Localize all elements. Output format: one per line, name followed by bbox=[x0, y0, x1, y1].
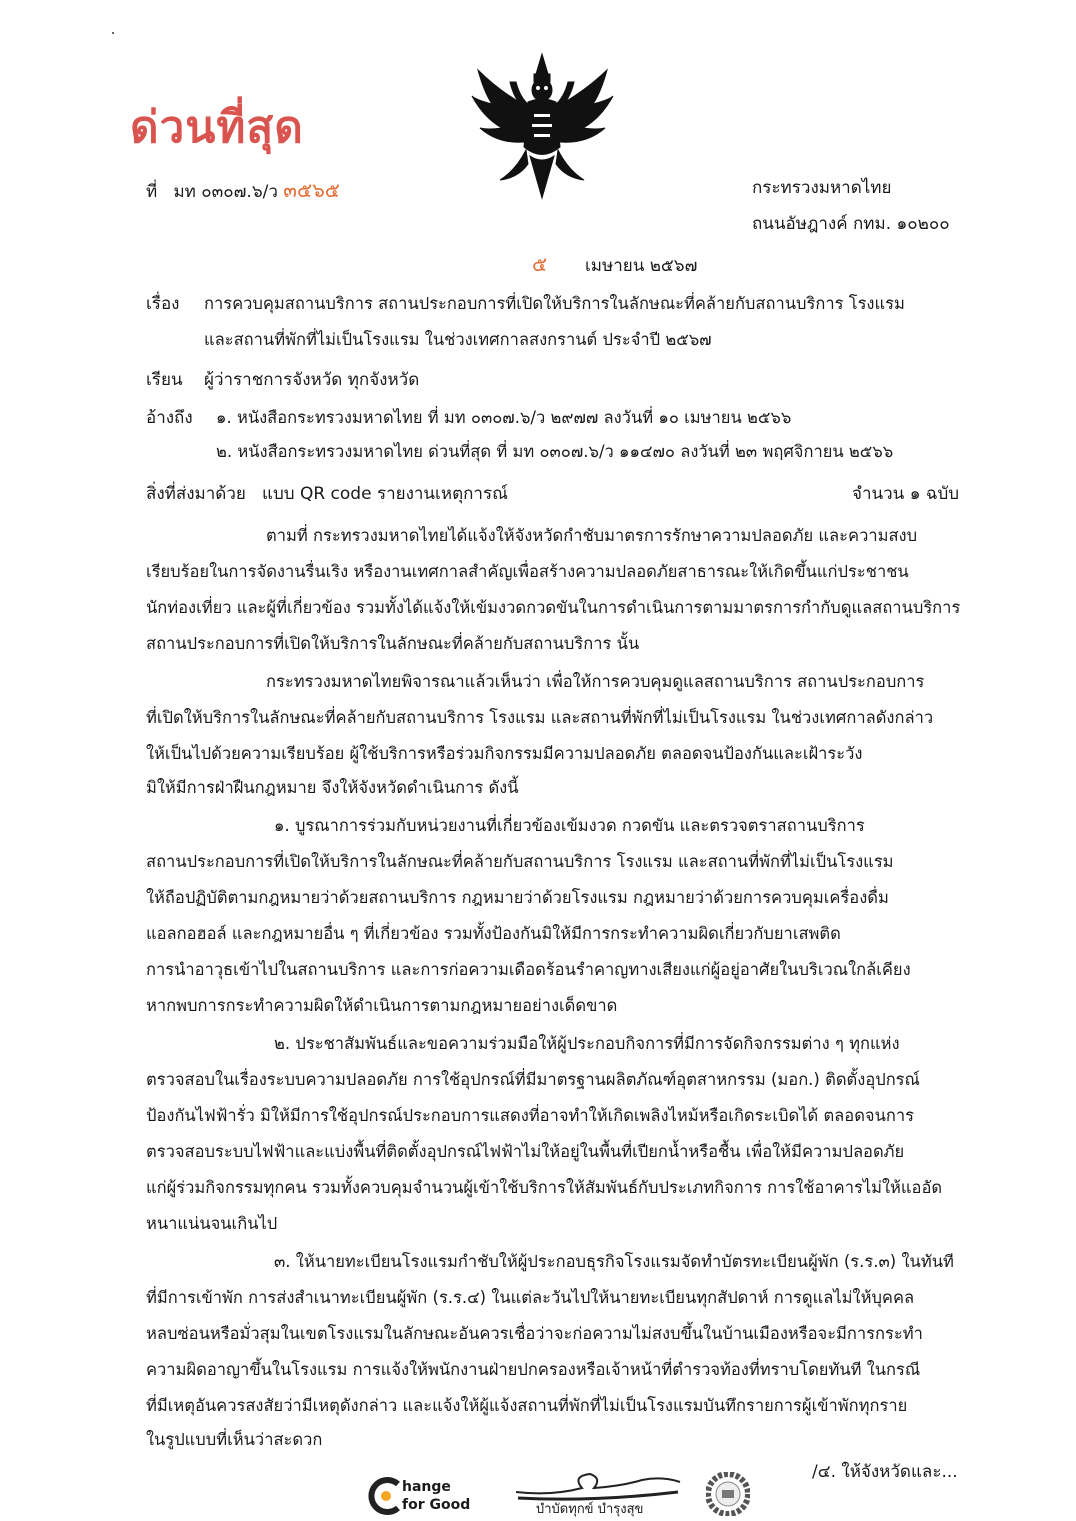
subject-line: และสถานที่พักที่ไม่เป็นโรงแรม ในช่วงเทศกาลสงกรานต์ ประจำปี ๒๕๖๗ bbox=[204, 330, 712, 349]
doc-no-row bbox=[146, 180, 340, 201]
signature-swoosh-icon bbox=[512, 1466, 684, 1502]
ministry-seal-icon bbox=[706, 1472, 750, 1516]
date-month-year: เมษายน ๒๕๖๗ bbox=[584, 256, 698, 276]
logo-text-hange: hange bbox=[402, 1479, 451, 1495]
logo-text-for-good: for Good bbox=[402, 1497, 471, 1513]
recipient-text: ผู้ว่าราชการจังหวัด ทุกจังหวัด bbox=[204, 370, 420, 390]
doc-no: มท ๐๓๐๗.๖/ว bbox=[173, 182, 278, 202]
motto-text: บำบัดทุกข์ บำรุงสุข bbox=[536, 1502, 644, 1517]
speck bbox=[112, 32, 114, 34]
paragraph-line: แอลกอฮอล์ และกฎหมายอื่น ๆ ที่เกี่ยวข้อง รวมทั้งป้องกันมิให้มีการกระทำความผิดเกี่ยวกับยาเสพติด bbox=[146, 924, 841, 943]
paragraph-line: ป้องกันไฟฟ้ารั่ว มิให้มีการใช้อุปกรณ์ประกอบการแสดงที่อาจทำให้เกิดเพลิงไหม้หรือเกิดระเบิดได้ ตลอดจนการ bbox=[146, 1106, 914, 1125]
paragraph-line: ที่มีการเข้าพัก การส่งสำเนาทะเบียนผู้พัก (ร.ร.๔) ในแต่ละวันไปให้นายทะเบียนทุกสัปดาห์ การดูแลไม่ให้บุคคล bbox=[146, 1288, 915, 1307]
paragraph-line: การนำอาวุธเข้าไปในสถานบริการ และการก่อความเดือดร้อนรำคาญทางเสียงแก่ผู้อยู่อาศัยในบริเวณใกล้เคียง bbox=[146, 960, 911, 979]
reference-item: ๒. หนังสือกระทรวงมหาดไทย ด่วนที่สุด ที่ มท ๐๓๐๗.๖/ว ๑๑๔๗๐ ลงวันที่ ๒๓ พฤศจิกายน ๒๕๖๖ bbox=[216, 442, 894, 461]
date-day-handwritten: ๕ bbox=[532, 252, 548, 276]
paragraph-line: ให้ถือปฏิบัติตามกฎหมายว่าด้วยสถานบริการ กฎหมายว่าด้วยโรงแรม กฎหมายว่าด้วยการควบคุมเครื่องดื่ม bbox=[146, 888, 889, 907]
reference-item: ๑. หนังสือกระทรวงมหาดไทย ที่ มท ๐๓๐๗.๖/ว ๒๙๗๗ ลงวันที่ ๑๐ เมษายน ๒๕๖๖ bbox=[216, 408, 792, 427]
continuation-text: /๔. ให้จังหวัดและ... bbox=[812, 1462, 958, 1482]
enclosure-label: สิ่งที่ส่งมาด้วย bbox=[146, 484, 246, 504]
urgent-stamp: ด่วนที่สุด bbox=[130, 102, 304, 153]
enclosure-count: จำนวน ๑ ฉบับ bbox=[852, 484, 960, 504]
paragraph-line: ตรวจสอบระบบไฟฟ้าและแบ่งพื้นที่ติดตั้งอุปกรณ์ไฟฟ้าไม่ให้อยู่ในพื้นที่เปียกน้ำหรือชื้น เพื่อให้มีความปลอดภัย bbox=[146, 1142, 905, 1161]
paragraph-line: ๓. ให้นายทะเบียนโรงแรมกำชับให้ผู้ประกอบธุรกิจโรงแรมจัดทำบัตรทะเบียนผู้พัก (ร.ร.๓) ในทันที bbox=[274, 1252, 954, 1271]
paragraph-line: หากพบการกระทำความผิดให้ดำเนินการตามกฎหมายอย่างเด็ดขาด bbox=[146, 996, 618, 1015]
paragraph-line: ให้เป็นไปด้วยความเรียบร้อย ผู้ใช้บริการหรือร่วมกิจกรรมมีความปลอดภัย ตลอดจนป้องกันและเฝ้าระวัง bbox=[146, 744, 863, 763]
paragraph-line: มิให้มีการฝ่าฝืนกฎหมาย จึงให้จังหวัดดำเนินการ ดังนี้ bbox=[146, 778, 519, 797]
paragraph-line: สถานประกอบการที่เปิดให้บริการในลักษณะที่คล้ายกับสถานบริการ โรงแรม และสถานที่พักที่ไม่เป็นโรงแรม bbox=[146, 852, 894, 871]
paragraph-line: หลบซ่อนหรือมั่วสุมในเขตโรงแรมในลักษณะอันควรเชื่อว่าจะก่อความไม่สงบขึ้นในบ้านเมืองหรือจะมีการกระทำ bbox=[146, 1324, 923, 1343]
paragraph-line: สถานประกอบการที่เปิดให้บริการในลักษณะที่คล้ายกับสถานบริการ นั้น bbox=[146, 634, 640, 653]
references-label: อ้างถึง bbox=[146, 408, 193, 428]
paragraph-line: กระทรวงมหาดไทยพิจารณาแล้วเห็นว่า เพื่อให้การควบคุมดูแลสถานบริการ สถานประกอบการ bbox=[266, 672, 925, 691]
subject-label: เรื่อง bbox=[146, 294, 180, 314]
garuda-emblem-icon bbox=[470, 52, 615, 202]
paragraph-line: นักท่องเที่ยว และผู้ที่เกี่ยวข้อง รวมทั้งได้แจ้งให้เข้มงวดกวดขันในการดำเนินการตามมาตรการกำกับดูแลสถานบริการ bbox=[146, 598, 961, 617]
paragraph-line: เรียบร้อยในการจัดงานรื่นเริง หรืองานเทศกาลสำคัญเพื่อสร้างความปลอดภัยสาธารณะให้เกิดขึ้นแก่ประชาชน bbox=[146, 562, 909, 581]
subject-line: การควบคุมสถานบริการ สถานประกอบการที่เปิดให้บริการในลักษณะที่คล้ายกับสถานบริการ โรงแรม bbox=[204, 294, 905, 313]
paragraph-line: ตรวจสอบในเรื่องระบบความปลอดภัย การใช้อุปกรณ์ที่มีมาตรฐานผลิตภัณฑ์อุตสาหกรรม (มอก.) ติดตั้งอุปกรณ์ bbox=[146, 1070, 920, 1089]
paragraph-line: ในรูปแบบที่เห็นว่าสะดวก bbox=[146, 1430, 323, 1449]
paragraph-line: หนาแน่นจนเกินไป bbox=[146, 1214, 278, 1233]
paragraph-line: ตามที่ กระทรวงมหาดไทยได้แจ้งให้จังหวัดกำชับมาตรการรักษาความปลอดภัย และความสงบ bbox=[266, 526, 918, 545]
recipient-label: เรียน bbox=[146, 370, 183, 390]
date-row bbox=[532, 254, 697, 275]
paragraph-line: ๑. บูรณาการร่วมกับหน่วยงานที่เกี่ยวข้องเข้มงวด กวดขัน และตรวจตราสถานบริการ bbox=[274, 816, 865, 835]
ministry-address: ถนนอัษฎางค์ กทม. ๑๐๒๐๐ bbox=[752, 214, 950, 234]
doc-no-label: ที่ bbox=[146, 182, 158, 202]
change-c-icon bbox=[368, 1476, 404, 1516]
change-for-good-logo bbox=[368, 1476, 478, 1516]
paragraph-line: ที่มีเหตุอันควรสงสัยว่ามีเหตุดังกล่าว และแจ้งให้ผู้แจ้งสถานที่พักที่ไม่เป็นโรงแรมบันทึกรายการผู้เข้าพักทุกราย bbox=[146, 1396, 908, 1415]
ministry-name: กระทรวงมหาดไทย bbox=[752, 178, 892, 198]
paragraph-line: ความผิดอาญาขึ้นในโรงแรม การแจ้งให้พนักงานฝ่ายปกครองหรือเจ้าหน้าที่ตำรวจท้องที่ทราบโดยทันที ในกรณี bbox=[146, 1360, 921, 1379]
enclosure-text: แบบ QR code รายงานเหตุการณ์ bbox=[262, 484, 508, 504]
paragraph-line: ที่เปิดให้บริการในลักษณะที่คล้ายกับสถานบริการ โรงแรม และสถานที่พักที่ไม่เป็นโรงแรม ในช่วงเทศกาลดังกล่าว bbox=[146, 708, 934, 727]
motto-logo bbox=[512, 1466, 684, 1518]
paragraph-line: ๒. ประชาสัมพันธ์และขอความร่วมมือให้ผู้ประกอบกิจการที่มีการจัดกิจกรรมต่าง ๆ ทุกแห่ง bbox=[274, 1034, 900, 1053]
doc-no-handwritten: ๓๕๖๕ bbox=[283, 178, 340, 202]
paragraph-line: แก่ผู้ร่วมกิจกรรมทุกคน รวมทั้งควบคุมจำนวนผู้เข้าใช้บริการให้สัมพันธ์กับประเภทกิจการ การใช้อาคารไม่ให้แออัด bbox=[146, 1178, 943, 1197]
